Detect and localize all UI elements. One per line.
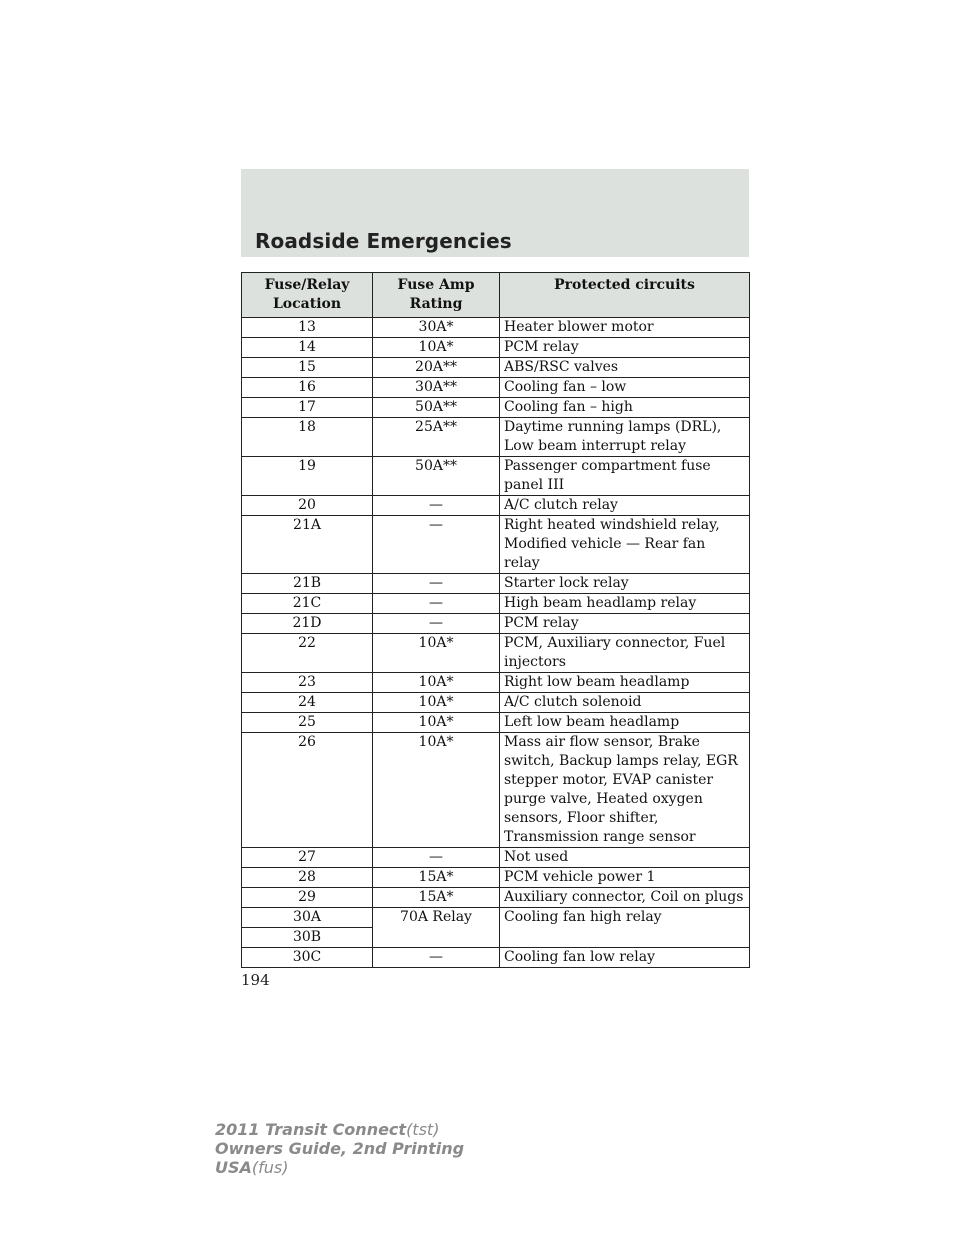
section-title: Roadside Emergencies (255, 229, 512, 253)
fuse-rating: 50A** (373, 398, 500, 418)
fuse-rating: — (373, 516, 500, 574)
fuse-rating: 50A** (373, 457, 500, 496)
fuse-rating: — (373, 848, 500, 868)
table-row (242, 888, 750, 908)
table-row (242, 496, 750, 516)
protected-circuits (500, 713, 750, 733)
circuit-line: Cooling fan – high (504, 399, 633, 415)
circuit-line: injectors (504, 654, 566, 670)
circuit-line: Right heated windshield relay, (504, 517, 720, 533)
fuse-rating: 10A* (373, 673, 500, 693)
table-row (242, 908, 750, 928)
protected-circuits (500, 574, 750, 594)
fuse-rating: — (373, 614, 500, 634)
footer-line-2: Owners Guide, 2nd Printing (215, 1139, 465, 1158)
fuse-table (241, 272, 750, 968)
protected-circuits (500, 888, 750, 908)
fuse-rating: 10A* (373, 338, 500, 358)
protected-circuits (500, 418, 750, 457)
fuse-rating: 15A* (373, 868, 500, 888)
protected-circuits: Cooling fan high relay (500, 908, 750, 948)
fuse-rating: 70A Relay (373, 908, 500, 948)
circuit-line: switch, Backup lamps relay, EGR (504, 753, 738, 769)
fuse-rating: — (373, 496, 500, 516)
fuse-rating: 30A** (373, 378, 500, 398)
table-row (242, 378, 750, 398)
table-row (242, 418, 750, 457)
circuit-line: A/C clutch relay (504, 497, 618, 513)
protected-circuits (500, 358, 750, 378)
page-number: 194 (241, 971, 270, 989)
header-circuits: Protected circuits (500, 273, 750, 318)
circuit-line: stepper motor, EVAP canister (504, 772, 714, 788)
table-row (242, 594, 750, 614)
header-location-line1: Fuse/Relay (264, 277, 350, 293)
fuse-rating: 10A* (373, 713, 500, 733)
fuse-location: 19 (242, 457, 373, 496)
fuse-location: 13 (242, 318, 373, 338)
protected-circuits (500, 673, 750, 693)
fuse-rating: 15A* (373, 888, 500, 908)
circuit-line: PCM relay (504, 615, 579, 631)
table-row (242, 574, 750, 594)
circuit-line: A/C clutch solenoid (504, 694, 642, 710)
circuit-line: PCM vehicle power 1 (504, 869, 656, 885)
circuit-line: panel III (504, 477, 565, 493)
fuse-location: 21D (242, 614, 373, 634)
protected-circuits (500, 848, 750, 868)
table-row (242, 634, 750, 673)
fuse-location: 30A (242, 908, 373, 928)
protected-circuits (500, 733, 750, 848)
table-row (242, 318, 750, 338)
fuse-table-body (242, 318, 750, 968)
fuse-location: 24 (242, 693, 373, 713)
fuse-location: 30B (242, 928, 373, 948)
table-row (242, 673, 750, 693)
fuse-rating: — (373, 948, 500, 968)
protected-circuits (500, 693, 750, 713)
circuit-line: Cooling fan – low (504, 379, 627, 395)
circuit-line: Heater blower motor (504, 319, 654, 335)
circuit-line: Right low beam headlamp (504, 674, 690, 690)
fuse-location: 16 (242, 378, 373, 398)
fuse-location: 26 (242, 733, 373, 848)
circuit-line: sensors, Floor shifter, (504, 810, 659, 826)
header-location-line2: Location (272, 296, 342, 312)
footer-line-1 (215, 1120, 464, 1139)
circuit-line: Modified vehicle — Rear fan relay (504, 536, 706, 571)
table-row (242, 457, 750, 496)
fuse-rating: 20A** (373, 358, 500, 378)
circuit-line: Starter lock relay (504, 575, 629, 591)
fuse-location: 14 (242, 338, 373, 358)
circuit-line: Passenger compartment fuse (504, 458, 711, 474)
header-rating (373, 273, 500, 318)
protected-circuits (500, 614, 750, 634)
fuse-location: 21B (242, 574, 373, 594)
fuse-location: 23 (242, 673, 373, 693)
circuit-line: ABS/RSC valves (504, 359, 619, 375)
table-row (242, 398, 750, 418)
footer-market-code: (fus) (251, 1158, 289, 1177)
fuse-rating: — (373, 594, 500, 614)
protected-circuits: Cooling fan low relay (500, 948, 750, 968)
footer-model-code: (tst) (406, 1120, 440, 1139)
fuse-rating: 10A* (373, 693, 500, 713)
fuse-location: 21A (242, 516, 373, 574)
fuse-rating: 30A* (373, 318, 500, 338)
circuit-line: purge valve, Heated oxygen (504, 791, 703, 807)
protected-circuits (500, 496, 750, 516)
fuse-location: 30C (242, 948, 373, 968)
fuse-location: 25 (242, 713, 373, 733)
table-row (242, 733, 750, 848)
fuse-location: 22 (242, 634, 373, 673)
footer-market: USA (215, 1158, 252, 1177)
protected-circuits (500, 398, 750, 418)
circuit-line: PCM, Auxiliary connector, Fuel (504, 635, 726, 651)
protected-circuits (500, 516, 750, 574)
protected-circuits (500, 868, 750, 888)
circuit-line: Left low beam headlamp (504, 714, 680, 730)
circuit-line: Low beam interrupt relay (504, 438, 687, 454)
fuse-location: 28 (242, 868, 373, 888)
table-row (242, 614, 750, 634)
circuit-line: Not used (504, 849, 569, 865)
fuse-location: 29 (242, 888, 373, 908)
table-row (242, 868, 750, 888)
circuit-line: Mass air flow sensor, Brake (504, 734, 700, 750)
fuse-rating: 10A* (373, 733, 500, 848)
footer-line-3 (215, 1158, 464, 1177)
table-row (242, 948, 750, 968)
protected-circuits (500, 378, 750, 398)
fuse-rating: — (373, 574, 500, 594)
fuse-rating: 25A** (373, 418, 500, 457)
circuit-line: Daytime running lamps (DRL), (504, 419, 722, 435)
header-rating-line1: Fuse Amp (397, 277, 475, 293)
fuse-location: 15 (242, 358, 373, 378)
print-footer (215, 1120, 464, 1177)
fuse-location: 20 (242, 496, 373, 516)
protected-circuits (500, 457, 750, 496)
table-row (242, 713, 750, 733)
fuse-rating: 10A* (373, 634, 500, 673)
footer-model: 2011 Transit Connect (215, 1120, 407, 1139)
fuse-location: 17 (242, 398, 373, 418)
table-row (242, 358, 750, 378)
table-row (242, 516, 750, 574)
protected-circuits (500, 634, 750, 673)
header-location (242, 273, 373, 318)
table-row (242, 338, 750, 358)
protected-circuits (500, 594, 750, 614)
fuse-location: 27 (242, 848, 373, 868)
fuse-location: 18 (242, 418, 373, 457)
fuse-location: 21C (242, 594, 373, 614)
circuit-line: Transmission range sensor (504, 829, 696, 845)
circuit-line: Auxiliary connector, Coil on plugs (504, 889, 744, 905)
circuit-line: High beam headlamp relay (504, 595, 697, 611)
table-header-row (242, 273, 750, 318)
protected-circuits (500, 318, 750, 338)
protected-circuits (500, 338, 750, 358)
circuit-line: PCM relay (504, 339, 579, 355)
table-row (242, 848, 750, 868)
table-row (242, 693, 750, 713)
header-rating-line2: Rating (409, 296, 463, 312)
